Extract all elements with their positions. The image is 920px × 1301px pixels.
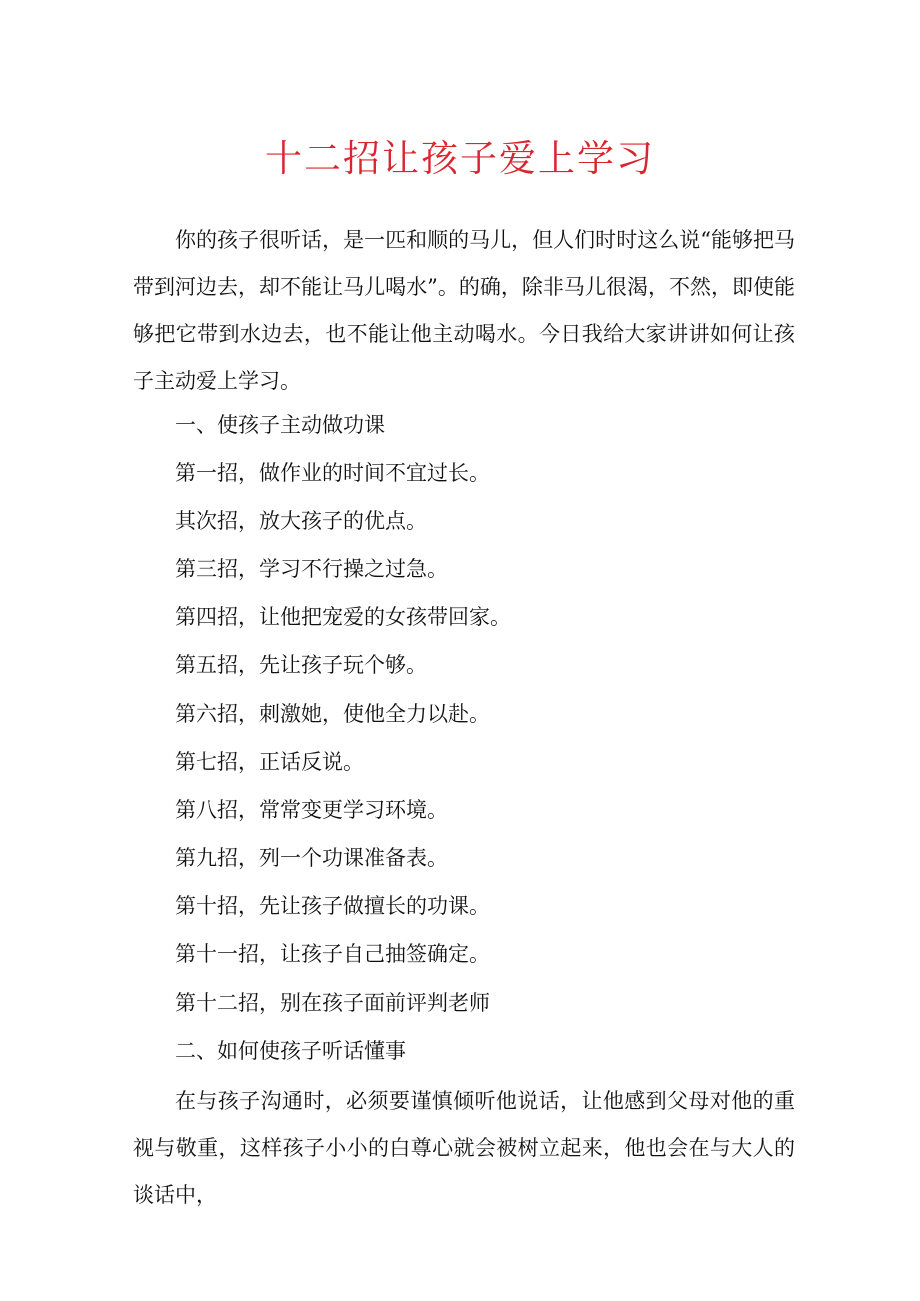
tip-item: 第四招，让他把宠爱的女孩带回家。 (175, 605, 511, 629)
tip-item: 第十一招，让孩子自己抽签确定。 (175, 942, 490, 966)
tip-item: 第十二招，别在孩子面前评判老师 (175, 991, 490, 1015)
tip-item: 第八招，常常变更学习环境。 (175, 798, 448, 822)
tip-item: 第五招，先让孩子玩个够。 (175, 653, 427, 677)
section-heading-1: 一、使孩子主动做功课 (175, 413, 385, 437)
tip-item: 第一招，做作业的时间不宜过长。 (175, 461, 490, 485)
tip-item: 第三招，学习不行操之过急。 (175, 557, 448, 581)
tip-item: 第七招，正话反说。 (175, 750, 364, 774)
section-heading-2: 二、如何使孩子听话懂事 (175, 1039, 406, 1063)
document-title: 十二招让孩子爱上学习 (265, 137, 655, 180)
tip-item: 第十招，先让孩子做擅长的功课。 (175, 894, 490, 918)
tip-item: 第六招，刺激她，使他全力以赴。 (175, 702, 490, 726)
section2-paragraph: 在与孩子沟通时，必须要谨慎倾听他说话，让他感到父母对他的重视与敬重，这样孩子小小的白尊心就会被树立起来，他也会在与大人的谈话中， (133, 1089, 795, 1207)
tip-item: 其次招，放大孩子的优点。 (175, 509, 427, 533)
tip-item: 第九招，列一个功课准备表。 (175, 846, 448, 870)
intro-paragraph: 你的孩子很听话，是一匹和顺的马儿，但人们时时这么说“能够把马带到河边去，却不能让马儿喝水”。的确，除非马儿很渴，不然，即使能够把它带到水边去，也不能让他主动喝水。今日我给大家讲讲如何让孩子主动爱上学习。 (133, 228, 795, 393)
